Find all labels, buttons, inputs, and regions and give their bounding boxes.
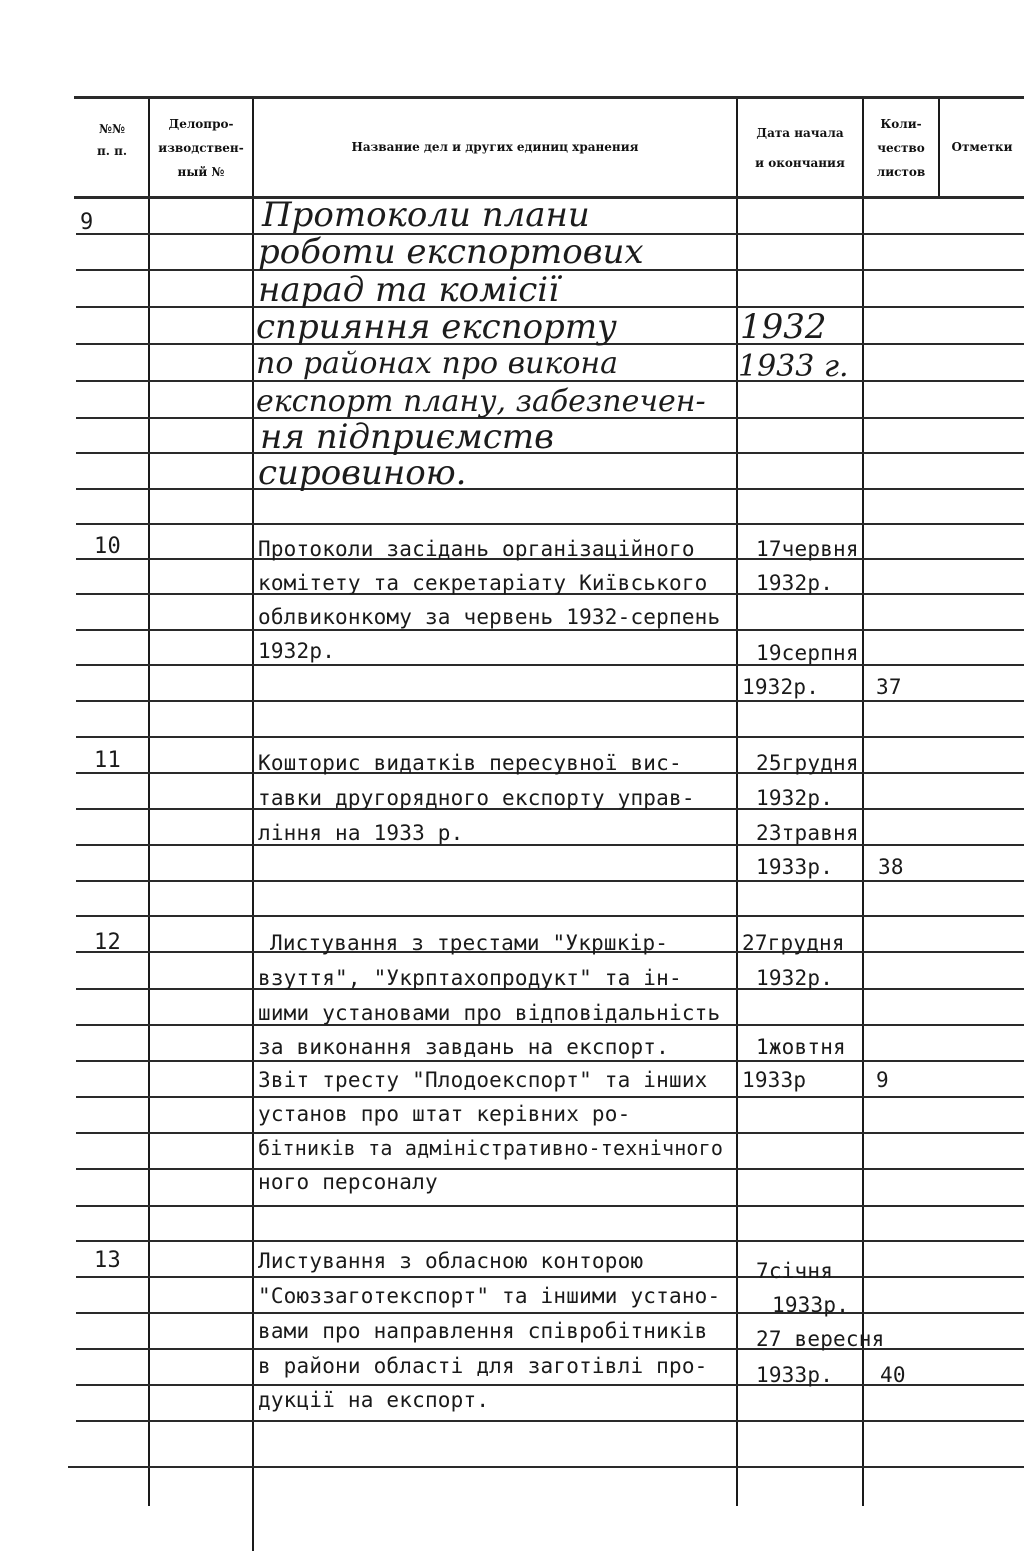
title-line: тавки другорядного експорту управ- — [258, 786, 695, 810]
title-line: Кошторис видатків пересувної вис- — [258, 751, 682, 775]
title-line: 1932р. — [258, 639, 336, 663]
header-notes: Отметки — [951, 140, 1013, 154]
title-line: ління на 1933 р. — [258, 821, 464, 845]
date-start-year: 1932р. — [756, 966, 834, 990]
date-end-year: 1933р. — [756, 855, 834, 879]
title-line: облвиконкому за червень 1932-серпень — [258, 605, 721, 629]
title-line: бітників та адміністративно-технічного — [258, 1136, 724, 1160]
date-end-year: 1933р — [742, 1068, 807, 1092]
column-rule — [862, 96, 864, 1506]
date-end-day: 19серпня — [756, 641, 859, 665]
date-start-year: 1932р. — [756, 571, 834, 595]
title-line: ного персоналу — [258, 1170, 438, 1194]
title-line: комітету та секретаріату Київського — [258, 571, 708, 595]
header-office-number: Делопро- изводствен- ный № — [158, 117, 244, 179]
sheet-count: 40 — [880, 1363, 906, 1387]
handwritten-title-line: ня підприємств — [260, 417, 554, 457]
date-start-day: 25грудня — [756, 751, 859, 775]
entry-number: 12 — [94, 930, 121, 955]
handwritten-title-line: Протоколи плани — [262, 195, 590, 235]
entry-number: 11 — [94, 748, 121, 773]
title-line: "Союззаготекспорт" та іншими устано- — [258, 1284, 721, 1308]
date-end-day: 1жовтня — [756, 1035, 846, 1059]
date-start-year: 1933р. — [772, 1293, 850, 1317]
title-line: Листування з обласною конторою — [258, 1249, 644, 1273]
handwritten-title-line: експорт плану, забезпечен- — [256, 384, 706, 419]
handwritten-title-line: по районах про викона — [256, 346, 619, 381]
column-rule — [252, 96, 254, 1551]
header-top-rule — [74, 96, 1024, 99]
column-rule — [736, 96, 738, 1506]
handwritten-title-line: нарад та комісії — [258, 270, 560, 310]
header-number: №№ п. п. — [96, 122, 128, 158]
handwritten-date: 1932 — [740, 307, 827, 347]
title-line: шими установами про відповідальність — [258, 1001, 721, 1025]
entry-number: 9 — [80, 210, 94, 235]
sheet-count: 38 — [878, 855, 904, 879]
sheet-count: 9 — [876, 1068, 889, 1092]
title-line: установ про штат керівних ро- — [258, 1102, 631, 1126]
title-line: дукції на експорт. — [258, 1388, 490, 1412]
date-start-day: 7січня — [756, 1259, 834, 1283]
sheet-count: 37 — [876, 675, 902, 699]
title-line: вами про направлення співробітників — [258, 1319, 708, 1343]
header-title: Название дел и других единиц хранения — [351, 140, 639, 154]
title-line: за виконання завдань на експорт. — [258, 1035, 669, 1059]
entry-number: 13 — [94, 1248, 121, 1273]
handwritten-date: 1933 г. — [738, 349, 849, 384]
title-line: Звіт тресту "Плодоекспорт" та інших — [258, 1068, 708, 1092]
handwritten-title-line: сировиною. — [258, 453, 467, 493]
title-line: Листування з трестами "Укршкір- — [270, 931, 669, 955]
date-start-day: 27грудня — [742, 931, 845, 955]
date-end-year: 1933р. — [756, 1363, 834, 1387]
handwritten-title-line: сприяння експорту — [256, 307, 617, 347]
date-end-day: 23травня — [756, 821, 859, 845]
entry-number: 10 — [94, 534, 121, 559]
date-start-year: 1932р. — [756, 786, 834, 810]
handwritten-title-line: роботи експортових — [258, 232, 644, 272]
column-rule — [148, 96, 150, 1506]
title-line: Протоколи засідань організаційного — [258, 537, 695, 561]
title-line: взуття", "Укрптахопродукт" та ін- — [258, 966, 682, 990]
header-dates: Дата начала и окончания — [755, 126, 845, 170]
title-line: в райони області для заготівлі про- — [258, 1354, 708, 1378]
date-end-year: 1932р. — [742, 675, 820, 699]
date-end-day: 27 вересня — [756, 1327, 885, 1351]
date-start-day: 17червня — [756, 537, 859, 561]
header-sheets: Коли- чество листов — [876, 117, 926, 179]
